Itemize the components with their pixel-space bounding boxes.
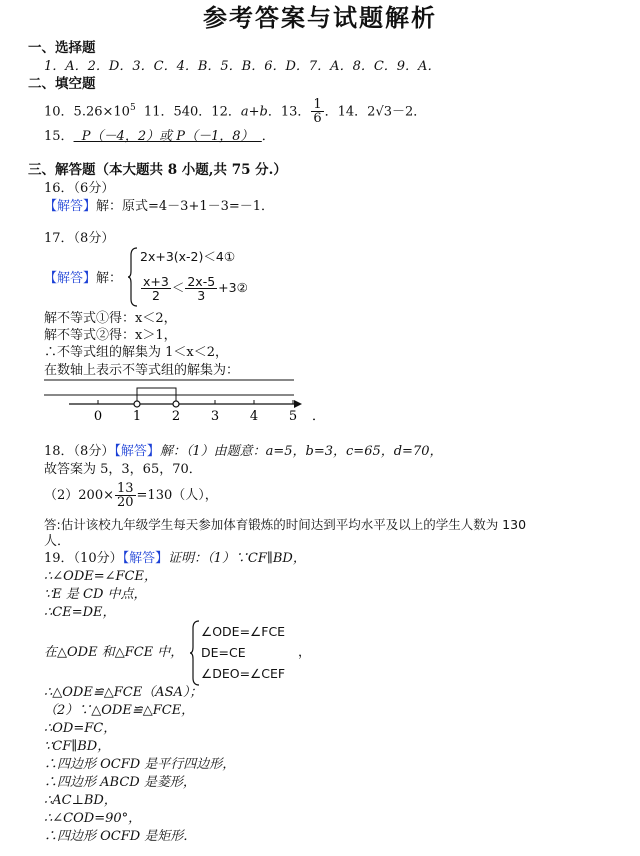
open-dot-2 [173, 401, 179, 407]
q19-condition-1: ∠ODE=∠FCE [201, 624, 286, 639]
q17-head: 17．（8分） [44, 231, 115, 246]
q19-line-11: ∴四边形 ABCD 是菱形， [44, 775, 196, 790]
q19-line-3: ∵E 是 CD 中点， [44, 587, 147, 602]
section-1-heading: 一、选择题 [28, 40, 96, 56]
q18-line-5: 人． [44, 534, 71, 549]
tick-label: 4 [249, 409, 259, 424]
tick-label: 0 [93, 409, 103, 424]
q17-system-brace [128, 247, 138, 307]
open-dot-1 [134, 401, 140, 407]
q19-line-13: ∴∠COD=90°， [44, 811, 142, 826]
section-3-heading: 三、解答题（本大题共 8 小题,共 75 分.） [28, 162, 287, 178]
q19-conditions-brace [190, 620, 200, 686]
q19-line-7: （2）∵△ODE≌△FCE， [44, 703, 195, 718]
answer-tag: 【解答】 [122, 551, 169, 566]
answer-tag: 【解答】 [44, 199, 97, 214]
tick-label: 3 [210, 409, 220, 424]
q17-answer-label: 【解答】解： [44, 271, 123, 286]
fill-answers-line-2: 15． P（－4，2）或 P（－1，8） ． [44, 129, 275, 144]
answer-tag: 【解答】 [44, 271, 97, 286]
choice-answers: 1．A．2．D．3．C．4．B．5．B．6．D．7．A．8．C．9．A． [44, 59, 441, 74]
q18-line-2: 故答案为 5，3，65，70． [44, 462, 202, 477]
q19-comma: ， [298, 645, 312, 660]
q17-step-1: 解不等式①得：x＜2， [44, 311, 177, 326]
q18-line-1: 18．（8分）【解答】解：（1）由题意：a=5，b=3，c=65，d=70， [44, 444, 443, 459]
solution-bracket [137, 388, 176, 404]
q17-inequality-1: 2x+3(x-2)＜4① [140, 249, 236, 264]
q19-line-1: 19．（10分）【解答】证明：（1）∵CF∥BD， [44, 551, 306, 566]
fraction-one-sixth: $\frac{1}{6}$ [313, 97, 322, 127]
page-title: 参考答案与试题解析 [203, 3, 437, 32]
q19-line-9: ∵CF∥BD， [44, 739, 111, 754]
q19-line-8: ∴OD=FC， [44, 721, 117, 736]
q16-head: 16．（6分） [44, 181, 115, 196]
fill-answers-line-1: 10．$5.26\times 10^5$ 11．540．12．a+b．13． $\frac{1}{6}$ ．14．2√3－2． [44, 97, 427, 127]
q17-step-2: 解不等式②得：x＞1， [44, 328, 177, 343]
section-2-heading: 二、填空题 [28, 76, 96, 92]
q19-line-10: ∴四边形 OCFD 是平行四边形， [44, 757, 236, 772]
q19-line-5: 在△ODE 和△FCE 中， [44, 645, 184, 660]
number-line [44, 378, 334, 424]
q16-answer: 【解答】解：原式=4－3+1－3=－1． [44, 199, 275, 214]
tick-label: 2 [171, 409, 181, 424]
q19-line-4: ∴CE=DE， [44, 605, 116, 620]
q19-line-2: ∴∠ODE=∠FCE， [44, 569, 157, 584]
q19-line-14: ∴四边形 OCFD 是矩形． [44, 829, 197, 844]
q19-line-6: ∴△ODE≌△FCE（ASA）； [44, 685, 203, 700]
number-line-arrow [294, 400, 302, 408]
q17-step-3: ∴不等式组的解集为 1＜x＜2， [44, 345, 229, 360]
tick-label: 5 [288, 409, 298, 424]
q17-inequality-2: $\frac{x+3}{2}$ ＜ $\frac{2x-5}{3}$ +3② [143, 274, 248, 303]
tick-label: 1 [132, 409, 142, 424]
fraction-13-20: $\frac{13}{20}$ [116, 481, 134, 510]
q19-condition-2: DE=CE [201, 645, 246, 660]
answer-tag: 【解答】 [114, 444, 160, 459]
q17-step-4: 在数轴上表示不等式组的解集为： [44, 363, 240, 378]
q19-line-12: ∴AC⊥BD， [44, 793, 117, 808]
q19-condition-3: ∠DEO=∠CEF [201, 666, 286, 681]
q18-line-3: （2）200× $\frac{13}{20}$ =130（人）， [44, 481, 218, 510]
q18-line-4: 答:估计该校九年级学生每天参加体育锻炼的时间达到平均水平及以上的学生人数为 130 [44, 517, 527, 532]
number-line-period: ． [312, 409, 326, 424]
